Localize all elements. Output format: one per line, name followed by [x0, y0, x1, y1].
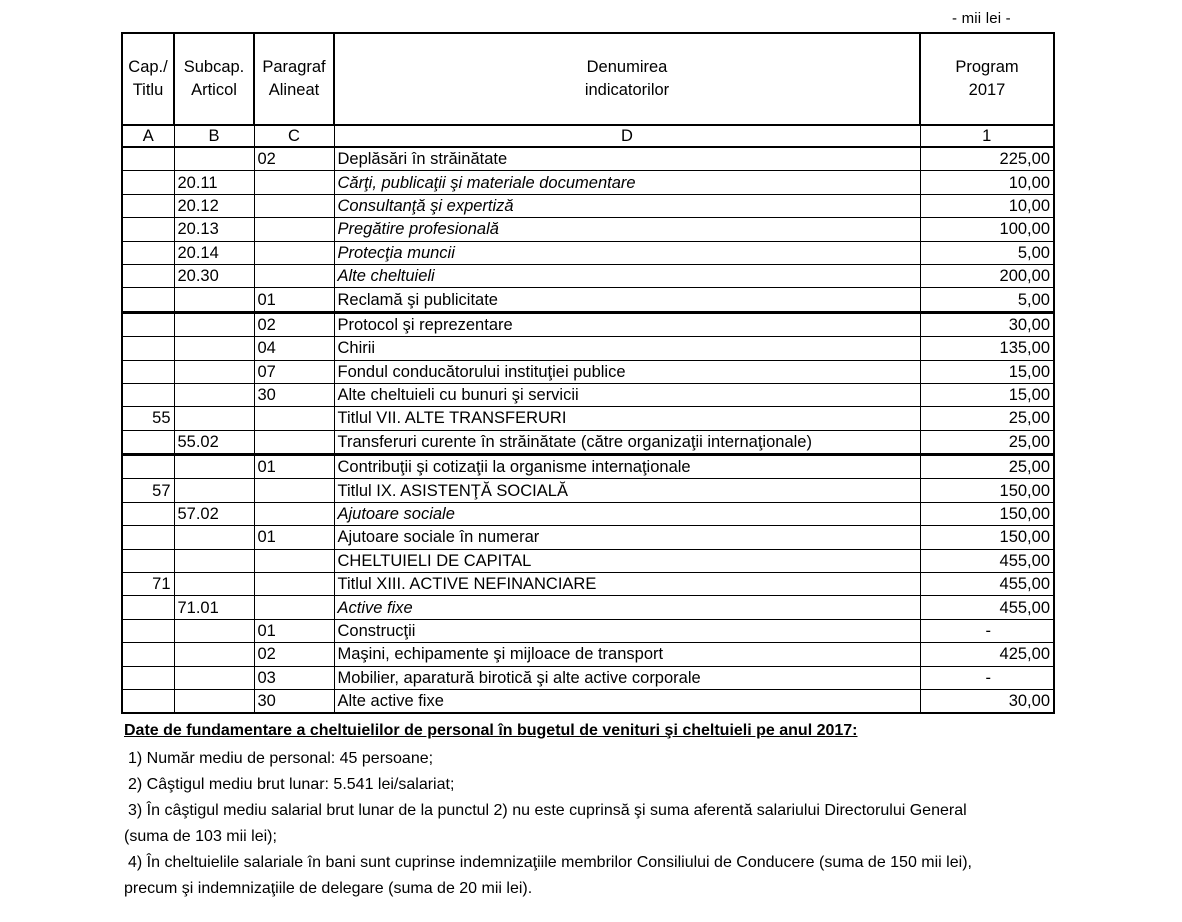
table-row: [122, 643, 1054, 666]
program-2017-value-cell: 200,00: [920, 264, 1054, 287]
program-2017-value-cell: 15,00: [920, 383, 1054, 406]
letter-1: 1: [920, 125, 1054, 147]
subcap-articol-cell: [174, 479, 254, 502]
budget-table: [121, 32, 1055, 714]
program-2017-value-cell: 5,00: [920, 241, 1054, 264]
indicator-name-cell: Ajutoare sociale în numerar: [334, 526, 920, 549]
notes-lines: [124, 746, 1174, 902]
cap-titlu-cell: [122, 666, 174, 689]
table-row: [122, 619, 1054, 642]
program-2017-value-cell: 10,00: [920, 171, 1054, 194]
program-2017-value-cell: 425,00: [920, 643, 1054, 666]
program-2017-value-cell: 15,00: [920, 360, 1054, 383]
program-2017-value-cell: 25,00: [920, 455, 1054, 479]
note-line: (suma de 103 mii lei);: [124, 828, 277, 845]
indicator-name-cell: Protecţia muncii: [334, 241, 920, 264]
program-2017-value-cell: 135,00: [920, 337, 1054, 360]
paragraf-alineat-cell: [254, 407, 334, 430]
indicator-name-cell: Pregătire profesională: [334, 218, 920, 241]
indicator-name-cell: Alte cheltuieli cu bunuri şi servicii: [334, 383, 920, 406]
indicator-name-cell: Titlul IX. ASISTENŢĂ SOCIALĂ: [334, 479, 920, 502]
paragraf-alineat-cell: [254, 596, 334, 619]
program-2017-value-cell: 150,00: [920, 479, 1054, 502]
program-2017-value-cell: 100,00: [920, 218, 1054, 241]
paragraf-alineat-cell: 02: [254, 312, 334, 336]
cap-titlu-cell: [122, 430, 174, 454]
note-line: 1) Număr mediu de personal: 45 persoane;: [128, 750, 434, 767]
program-2017-value-cell: 25,00: [920, 407, 1054, 430]
letter-d: D: [334, 125, 920, 147]
letter-c: C: [254, 125, 334, 147]
table-row: [122, 549, 1054, 572]
paragraf-alineat-cell: [254, 573, 334, 596]
paragraf-alineat-cell: 30: [254, 383, 334, 406]
subcap-articol-cell: 20.12: [174, 194, 254, 217]
subcap-articol-cell: 55.02: [174, 430, 254, 454]
subcap-articol-cell: 57.02: [174, 502, 254, 525]
indicator-name-cell: Contribuţii şi cotizaţii la organisme internaţionale: [334, 455, 920, 479]
table-row: [122, 194, 1054, 217]
subcap-articol-cell: [174, 288, 254, 312]
paragraf-alineat-cell: 01: [254, 526, 334, 549]
cap-titlu-cell: [122, 147, 174, 171]
header-subcap-articol: Subcap. Articol: [174, 33, 254, 125]
paragraf-alineat-cell: 01: [254, 619, 334, 642]
unit-label: - mii lei -: [952, 10, 1011, 27]
subcap-articol-cell: 20.13: [174, 218, 254, 241]
cap-titlu-cell: [122, 337, 174, 360]
program-2017-value-cell: 150,00: [920, 526, 1054, 549]
cap-titlu-cell: [122, 360, 174, 383]
indicator-name-cell: Ajutoare sociale: [334, 502, 920, 525]
paragraf-alineat-cell: [254, 264, 334, 287]
letter-a: A: [122, 125, 174, 147]
subcap-articol-cell: 71.01: [174, 596, 254, 619]
paragraf-alineat-cell: 01: [254, 455, 334, 479]
subcap-articol-cell: [174, 455, 254, 479]
indicator-name-cell: Active fixe: [334, 596, 920, 619]
paragraf-alineat-cell: [254, 194, 334, 217]
program-2017-value-cell: 455,00: [920, 549, 1054, 572]
cap-titlu-cell: [122, 218, 174, 241]
program-2017-value-cell: 30,00: [920, 689, 1054, 713]
indicator-name-cell: Deplăsări în străinătate: [334, 147, 920, 171]
table-row: [122, 526, 1054, 549]
subcap-articol-cell: [174, 666, 254, 689]
paragraf-alineat-cell: [254, 430, 334, 454]
header-paragraf-alineat: Paragraf Alineat: [254, 33, 334, 125]
subcap-articol-cell: [174, 526, 254, 549]
table-row: [122, 689, 1054, 713]
cap-titlu-cell: [122, 643, 174, 666]
subcap-articol-cell: [174, 312, 254, 336]
subcap-articol-cell: [174, 147, 254, 171]
indicator-name-cell: Cărţi, publicaţii şi materiale documentare: [334, 171, 920, 194]
paragraf-alineat-cell: [254, 502, 334, 525]
subcap-articol-cell: [174, 407, 254, 430]
table-row: [122, 264, 1054, 287]
cap-titlu-cell: [122, 241, 174, 264]
indicator-name-cell: Titlul XIII. ACTIVE NEFINANCIARE: [334, 573, 920, 596]
subcap-articol-cell: [174, 689, 254, 713]
table-row: [122, 383, 1054, 406]
note-line: 2) Câştigul mediu brut lunar: 5.541 lei/salariat;: [128, 776, 455, 793]
cap-titlu-cell: [122, 596, 174, 619]
program-2017-value-cell: 25,00: [920, 430, 1054, 454]
table-row: [122, 218, 1054, 241]
subcap-articol-cell: [174, 549, 254, 572]
letter-b: B: [174, 125, 254, 147]
cap-titlu-cell: [122, 549, 174, 572]
program-2017-value-cell: 150,00: [920, 502, 1054, 525]
cap-titlu-cell: [122, 312, 174, 336]
indicator-name-cell: Chirii: [334, 337, 920, 360]
table-row: [122, 171, 1054, 194]
table-row: [122, 147, 1054, 171]
paragraf-alineat-cell: [254, 241, 334, 264]
subcap-articol-cell: [174, 360, 254, 383]
table-row: [122, 241, 1054, 264]
cap-titlu-cell: 71: [122, 573, 174, 596]
notes-title: Date de fundamentare a cheltuielilor de personal în bugetul de venituri şi cheltuieli pe anul 2017:: [124, 722, 858, 739]
paragraf-alineat-cell: 01: [254, 288, 334, 312]
indicator-name-cell: Titlul VII. ALTE TRANSFERURI: [334, 407, 920, 430]
cap-titlu-cell: 55: [122, 407, 174, 430]
cap-titlu-cell: [122, 619, 174, 642]
cap-titlu-cell: [122, 288, 174, 312]
program-2017-value-cell: -: [920, 619, 1054, 642]
cap-titlu-cell: [122, 502, 174, 525]
indicator-name-cell: Construcţii: [334, 619, 920, 642]
header-cap-titlu: Cap./ Titlu: [122, 33, 174, 125]
table-header-row: [122, 33, 1054, 125]
program-2017-value-cell: 30,00: [920, 312, 1054, 336]
table-row: [122, 407, 1054, 430]
indicator-name-cell: Alte active fixe: [334, 689, 920, 713]
indicator-name-cell: Transferuri curente în străinătate (către organizaţii internaţionale): [334, 430, 920, 454]
paragraf-alineat-cell: 03: [254, 666, 334, 689]
cap-titlu-cell: [122, 689, 174, 713]
cap-titlu-cell: [122, 264, 174, 287]
program-2017-value-cell: 455,00: [920, 573, 1054, 596]
indicator-name-cell: Reclamă şi publicitate: [334, 288, 920, 312]
note-line: 4) În cheltuielile salariale în bani sunt cuprinse indemnizaţiile membrilor Consiliului de Conducere (suma de 150 mii lei),: [128, 854, 972, 871]
cap-titlu-cell: [122, 171, 174, 194]
program-2017-value-cell: 10,00: [920, 194, 1054, 217]
header-denumirea: Denumirea indicatorilor: [334, 33, 920, 125]
table-row: [122, 573, 1054, 596]
paragraf-alineat-cell: [254, 171, 334, 194]
indicator-name-cell: Fondul conducătorului instituţiei publice: [334, 360, 920, 383]
program-2017-value-cell: -: [920, 666, 1054, 689]
indicator-name-cell: Protocol şi reprezentare: [334, 312, 920, 336]
table-row: [122, 479, 1054, 502]
table-row: [122, 430, 1054, 454]
indicator-name-cell: Alte cheltuieli: [334, 264, 920, 287]
indicator-name-cell: CHELTUIELI DE CAPITAL: [334, 549, 920, 572]
table-row: [122, 337, 1054, 360]
subcap-articol-cell: [174, 643, 254, 666]
paragraf-alineat-cell: [254, 549, 334, 572]
header-program: Program 2017: [920, 33, 1054, 125]
paragraf-alineat-cell: 02: [254, 643, 334, 666]
cap-titlu-cell: [122, 526, 174, 549]
indicator-name-cell: Mobilier, aparatură birotică şi alte active corporale: [334, 666, 920, 689]
subcap-articol-cell: [174, 619, 254, 642]
cap-titlu-cell: [122, 383, 174, 406]
cap-titlu-cell: [122, 455, 174, 479]
cap-titlu-cell: [122, 194, 174, 217]
program-2017-value-cell: 455,00: [920, 596, 1054, 619]
subcap-articol-cell: 20.11: [174, 171, 254, 194]
note-line: 3) În câştigul mediu salarial brut lunar de la punctul 2) nu este cuprinsă şi suma aferentă salariului Directorului General: [128, 802, 967, 819]
cap-titlu-cell: 57: [122, 479, 174, 502]
subcap-articol-cell: [174, 573, 254, 596]
table-row: [122, 288, 1054, 312]
note-line: precum şi indemnizaţiile de delegare (suma de 20 mii lei).: [124, 880, 533, 897]
program-2017-value-cell: 5,00: [920, 288, 1054, 312]
table-row: [122, 502, 1054, 525]
subcap-articol-cell: 20.14: [174, 241, 254, 264]
column-letter-row: [122, 125, 1054, 147]
subcap-articol-cell: [174, 383, 254, 406]
table-row: [122, 360, 1054, 383]
indicator-name-cell: Consultanţă şi expertiză: [334, 194, 920, 217]
table-row: [122, 666, 1054, 689]
table-row: [122, 596, 1054, 619]
paragraf-alineat-cell: 07: [254, 360, 334, 383]
paragraf-alineat-cell: [254, 479, 334, 502]
subcap-articol-cell: 20.30: [174, 264, 254, 287]
paragraf-alineat-cell: 04: [254, 337, 334, 360]
paragraf-alineat-cell: [254, 218, 334, 241]
table-row: [122, 312, 1054, 336]
subcap-articol-cell: [174, 337, 254, 360]
table-row: [122, 455, 1054, 479]
personnel-notes: [124, 722, 1174, 902]
program-2017-value-cell: 225,00: [920, 147, 1054, 171]
indicator-name-cell: Maşini, echipamente şi mijloace de transport: [334, 643, 920, 666]
paragraf-alineat-cell: 02: [254, 147, 334, 171]
paragraf-alineat-cell: 30: [254, 689, 334, 713]
